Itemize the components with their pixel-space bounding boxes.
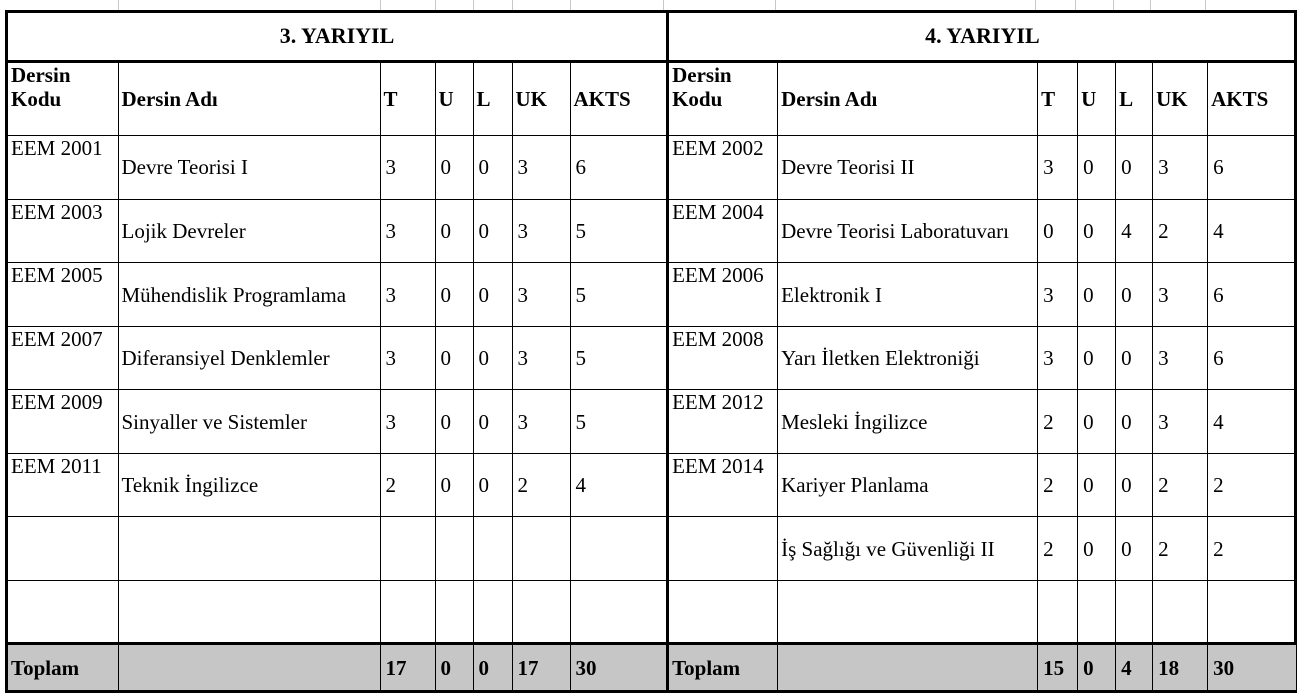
course-uk: 3: [512, 199, 570, 263]
sheet-top-gridlines: [0, 0, 1300, 10]
course-uk: 3: [1153, 390, 1208, 454]
column-header-row: [668, 61, 1296, 135]
total-t: 15: [1038, 644, 1078, 690]
course-uk: 3: [1153, 263, 1208, 327]
course-l: 0: [1116, 136, 1153, 200]
course-akts: [570, 580, 666, 644]
course-l: 0: [473, 453, 512, 517]
course-code: EEM 2006: [668, 263, 778, 327]
total-empty-cell: [118, 644, 380, 690]
total-uk: 17: [512, 644, 570, 690]
course-akts: [570, 517, 666, 581]
column-header-row: [8, 61, 666, 135]
header-code: Dersin Kodu: [8, 61, 118, 135]
course-akts: [1208, 580, 1296, 644]
course-akts: 2: [1208, 517, 1296, 581]
course-t: 3: [1038, 136, 1078, 200]
course-akts: 6: [1208, 136, 1296, 200]
total-l: 0: [473, 644, 512, 690]
course-code: EEM 2002: [668, 136, 778, 200]
course-u: [1078, 580, 1116, 644]
course-u: 0: [1078, 326, 1116, 390]
course-name: Diferansiyel Denklemler: [118, 326, 380, 390]
course-l: 0: [1116, 263, 1153, 327]
course-code: EEM 2003: [8, 199, 118, 263]
course-l: 0: [473, 263, 512, 327]
course-row: [668, 453, 1296, 517]
course-u: 0: [1078, 517, 1116, 581]
course-row: [8, 263, 666, 327]
course-row: [8, 390, 666, 454]
curriculum-sheet: [5, 10, 1297, 693]
total-label: Toplam: [668, 644, 778, 690]
course-name: [118, 580, 380, 644]
total-u: 0: [1078, 644, 1116, 690]
course-t: 3: [380, 390, 435, 454]
course-code: [668, 580, 778, 644]
course-l: 0: [473, 136, 512, 200]
course-l: 0: [473, 199, 512, 263]
course-t: 3: [1038, 326, 1078, 390]
total-akts: 30: [1208, 644, 1296, 690]
course-name: [778, 580, 1038, 644]
course-name: Sinyaller ve Sistemler: [118, 390, 380, 454]
semester-title-row: [668, 13, 1296, 61]
course-uk: 2: [1153, 199, 1208, 263]
course-uk: 3: [1153, 136, 1208, 200]
course-code: EEM 2012: [668, 390, 778, 454]
total-row: [668, 644, 1296, 690]
course-u: 0: [435, 453, 473, 517]
header-t: T: [380, 61, 435, 135]
course-akts: 5: [570, 199, 666, 263]
semester-title: 3. YARIYIL: [8, 13, 666, 61]
course-t: 3: [1038, 263, 1078, 327]
total-u: 0: [435, 644, 473, 690]
header-l: L: [1116, 61, 1153, 135]
course-name: Teknik İngilizce: [118, 453, 380, 517]
total-t: 17: [380, 644, 435, 690]
course-code: EEM 2011: [8, 453, 118, 517]
course-row: [668, 263, 1296, 327]
course-row: [668, 517, 1296, 581]
course-t: [1038, 580, 1078, 644]
course-name: Devre Teorisi Laboratuvarı: [778, 199, 1038, 263]
course-row: [668, 326, 1296, 390]
course-uk: 3: [512, 326, 570, 390]
semester-4-table: [666, 13, 1296, 690]
course-name: Kariyer Planlama: [778, 453, 1038, 517]
course-t: [380, 517, 435, 581]
course-t: 0: [1038, 199, 1078, 263]
course-t: 2: [1038, 453, 1078, 517]
course-row: [8, 580, 666, 644]
course-uk: [1153, 580, 1208, 644]
course-akts: 4: [1208, 199, 1296, 263]
course-akts: 2: [1208, 453, 1296, 517]
course-l: 0: [1116, 390, 1153, 454]
course-uk: [512, 517, 570, 581]
course-u: 0: [435, 326, 473, 390]
course-t: 2: [1038, 390, 1078, 454]
course-row: [8, 199, 666, 263]
course-name: Yarı İletken Elektroniği: [778, 326, 1038, 390]
semester-3-table: [8, 13, 666, 690]
header-l: L: [473, 61, 512, 135]
header-code: Dersin Kodu: [668, 61, 778, 135]
course-name: Elektronik I: [778, 263, 1038, 327]
total-row: [8, 644, 666, 690]
course-uk: [512, 580, 570, 644]
course-row: [668, 390, 1296, 454]
total-label: Toplam: [8, 644, 118, 690]
semester-title: 4. YARIYIL: [668, 13, 1296, 61]
course-u: 0: [1078, 390, 1116, 454]
header-name: Dersin Adı: [778, 61, 1038, 135]
total-empty-cell: [778, 644, 1038, 690]
course-u: 0: [435, 199, 473, 263]
course-name: Devre Teorisi II: [778, 136, 1038, 200]
course-t: [380, 580, 435, 644]
course-l: 0: [473, 326, 512, 390]
course-t: 2: [1038, 517, 1078, 581]
course-t: 3: [380, 199, 435, 263]
course-code: EEM 2005: [8, 263, 118, 327]
course-akts: 5: [570, 326, 666, 390]
course-u: [435, 580, 473, 644]
course-u: 0: [435, 263, 473, 327]
course-t: 2: [380, 453, 435, 517]
course-uk: 3: [512, 263, 570, 327]
course-code: [8, 517, 118, 581]
course-name: Lojik Devreler: [118, 199, 380, 263]
course-u: 0: [1078, 453, 1116, 517]
header-akts: AKTS: [1208, 61, 1296, 135]
course-akts: 6: [1208, 263, 1296, 327]
course-u: 0: [435, 136, 473, 200]
header-uk: UK: [512, 61, 570, 135]
course-l: [1116, 580, 1153, 644]
header-u: U: [435, 61, 473, 135]
course-row: [668, 580, 1296, 644]
course-code: EEM 2009: [8, 390, 118, 454]
course-name: Mesleki İngilizce: [778, 390, 1038, 454]
course-l: 0: [1116, 453, 1153, 517]
course-row: [8, 326, 666, 390]
course-akts: 6: [1208, 326, 1296, 390]
course-t: 3: [380, 263, 435, 327]
course-uk: 2: [1153, 453, 1208, 517]
course-code: EEM 2008: [668, 326, 778, 390]
course-l: [473, 517, 512, 581]
course-row: [668, 199, 1296, 263]
course-akts: 5: [570, 263, 666, 327]
course-name: İş Sağlığı ve Güvenliği II: [778, 517, 1038, 581]
course-l: 0: [1116, 326, 1153, 390]
course-akts: 6: [570, 136, 666, 200]
course-uk: 3: [512, 136, 570, 200]
course-code: EEM 2007: [8, 326, 118, 390]
course-l: 0: [473, 390, 512, 454]
course-uk: 2: [1153, 517, 1208, 581]
semester-title-row: [8, 13, 666, 61]
header-u: U: [1078, 61, 1116, 135]
course-u: 0: [1078, 263, 1116, 327]
course-l: 4: [1116, 199, 1153, 263]
header-uk: UK: [1153, 61, 1208, 135]
course-akts: 4: [570, 453, 666, 517]
course-u: [435, 517, 473, 581]
course-uk: 3: [1153, 326, 1208, 390]
course-code: [8, 580, 118, 644]
course-code: EEM 2014: [668, 453, 778, 517]
course-akts: 5: [570, 390, 666, 454]
course-code: [668, 517, 778, 581]
course-code: EEM 2004: [668, 199, 778, 263]
total-l: 4: [1116, 644, 1153, 690]
header-name: Dersin Adı: [118, 61, 380, 135]
course-row: [8, 517, 666, 581]
course-row: [8, 453, 666, 517]
total-uk: 18: [1153, 644, 1208, 690]
course-u: 0: [1078, 136, 1116, 200]
course-l: [473, 580, 512, 644]
course-row: [8, 136, 666, 200]
header-t: T: [1038, 61, 1078, 135]
course-code: EEM 2001: [8, 136, 118, 200]
course-t: 3: [380, 136, 435, 200]
course-uk: 2: [512, 453, 570, 517]
course-name: Devre Teorisi I: [118, 136, 380, 200]
course-u: 0: [435, 390, 473, 454]
course-row: [668, 136, 1296, 200]
course-t: 3: [380, 326, 435, 390]
course-u: 0: [1078, 199, 1116, 263]
course-uk: 3: [512, 390, 570, 454]
course-akts: 4: [1208, 390, 1296, 454]
header-akts: AKTS: [570, 61, 666, 135]
course-name: Mühendislik Programlama: [118, 263, 380, 327]
total-akts: 30: [570, 644, 666, 690]
course-name: [118, 517, 380, 581]
course-l: 0: [1116, 517, 1153, 581]
